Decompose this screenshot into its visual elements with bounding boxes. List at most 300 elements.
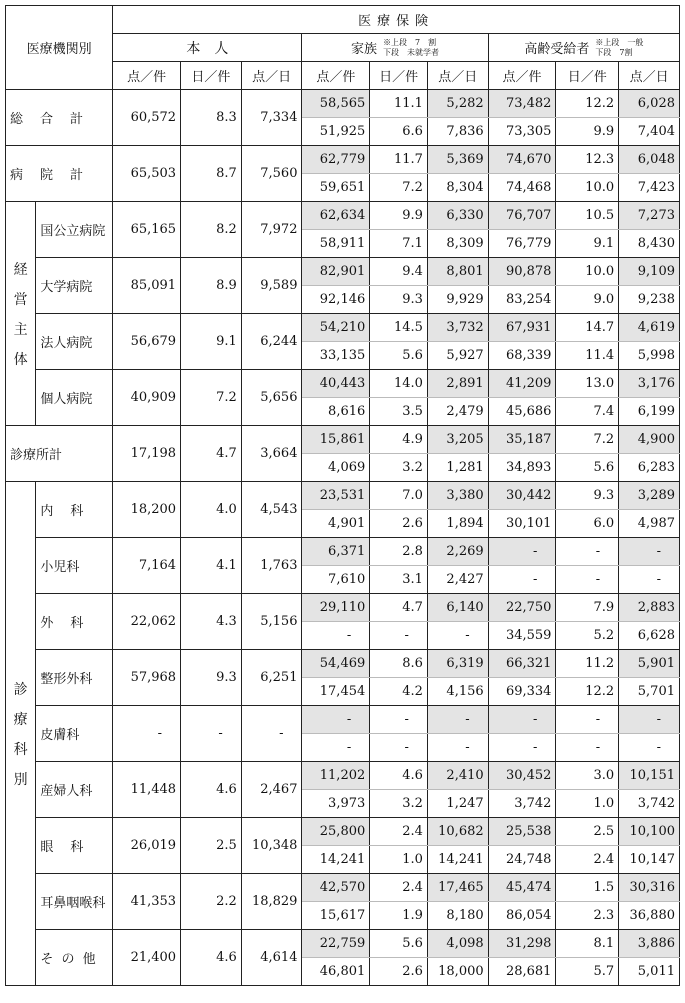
table-row bbox=[6, 930, 680, 958]
value-cell: 10,100 bbox=[619, 818, 680, 846]
value-cell: 73,305 bbox=[488, 118, 556, 146]
value-cell: 3.1 bbox=[370, 566, 428, 594]
value-cell: - bbox=[370, 734, 428, 762]
value-cell: 40,443 bbox=[302, 370, 370, 398]
value-cell: 7,273 bbox=[619, 202, 680, 230]
value-cell: 2.8 bbox=[370, 538, 428, 566]
value-cell: 66,321 bbox=[488, 650, 556, 678]
value-cell: 57,968 bbox=[113, 650, 181, 706]
honnin-header: 本 人 bbox=[113, 34, 302, 62]
value-cell: 2,427 bbox=[427, 566, 488, 594]
value-cell: 85,091 bbox=[113, 258, 181, 314]
value-cell: 42,570 bbox=[302, 874, 370, 902]
value-cell: 14,241 bbox=[302, 846, 370, 874]
group-label bbox=[6, 202, 36, 426]
value-cell: 4,901 bbox=[302, 510, 370, 538]
value-cell: 6,319 bbox=[427, 650, 488, 678]
value-cell: 1.0 bbox=[556, 790, 619, 818]
value-cell: 51,925 bbox=[302, 118, 370, 146]
value-cell: 1,281 bbox=[427, 454, 488, 482]
row-label: 小児科 bbox=[36, 538, 113, 594]
value-cell: 7,610 bbox=[302, 566, 370, 594]
value-cell: 5.2 bbox=[556, 622, 619, 650]
value-cell: 4,900 bbox=[619, 426, 680, 454]
group-label-char: 療 bbox=[13, 711, 28, 728]
value-cell: 6,330 bbox=[427, 202, 488, 230]
value-cell: 17,198 bbox=[113, 426, 181, 482]
value-cell: 2.4 bbox=[370, 818, 428, 846]
value-cell: - bbox=[427, 706, 488, 734]
value-cell: 8.3 bbox=[181, 90, 242, 146]
value-cell: 3,732 bbox=[427, 314, 488, 342]
value-cell: 2,891 bbox=[427, 370, 488, 398]
unit-header: 点／件 bbox=[302, 62, 370, 90]
value-cell: 5.6 bbox=[370, 342, 428, 370]
value-cell: 4.2 bbox=[370, 678, 428, 706]
value-cell: 5.6 bbox=[370, 930, 428, 958]
value-cell: 8.9 bbox=[181, 258, 242, 314]
value-cell: 9,929 bbox=[427, 286, 488, 314]
value-cell: 3,742 bbox=[619, 790, 680, 818]
row-label: 外 科 bbox=[36, 594, 113, 650]
value-cell: 8,180 bbox=[427, 902, 488, 930]
unit-header: 日／件 bbox=[370, 62, 428, 90]
value-cell: 5.7 bbox=[556, 958, 619, 986]
value-cell: 2.6 bbox=[370, 510, 428, 538]
row-label: 産婦人科 bbox=[36, 762, 113, 818]
table-row bbox=[6, 594, 680, 622]
family-note-2: 下段 未就学者 bbox=[383, 47, 440, 57]
value-cell: 10,348 bbox=[241, 818, 302, 874]
value-cell: 76,779 bbox=[488, 230, 556, 258]
value-cell: - bbox=[302, 706, 370, 734]
value-cell: - bbox=[556, 538, 619, 566]
value-cell: 5,282 bbox=[427, 90, 488, 118]
value-cell: 45,474 bbox=[488, 874, 556, 902]
value-cell: 86,054 bbox=[488, 902, 556, 930]
value-cell: 6,251 bbox=[241, 650, 302, 706]
value-cell: 9,238 bbox=[619, 286, 680, 314]
value-cell: 28,681 bbox=[488, 958, 556, 986]
value-cell: 2,269 bbox=[427, 538, 488, 566]
value-cell: 24,748 bbox=[488, 846, 556, 874]
table-row bbox=[6, 90, 680, 118]
value-cell: 7,836 bbox=[427, 118, 488, 146]
value-cell: 5,927 bbox=[427, 342, 488, 370]
table-row bbox=[6, 818, 680, 846]
elderly-label: 高齢受給者 bbox=[524, 42, 590, 57]
value-cell: - bbox=[619, 706, 680, 734]
value-cell: 3,664 bbox=[241, 426, 302, 482]
value-cell: 1,763 bbox=[241, 538, 302, 594]
row-label: 法人病院 bbox=[36, 314, 113, 370]
value-cell: 6,628 bbox=[619, 622, 680, 650]
value-cell: 10,682 bbox=[427, 818, 488, 846]
family-note-1: ※上段 7 割 bbox=[383, 37, 437, 47]
value-cell: 6,048 bbox=[619, 146, 680, 174]
value-cell: - bbox=[302, 734, 370, 762]
value-cell: 4,069 bbox=[302, 454, 370, 482]
value-cell: 56,679 bbox=[113, 314, 181, 370]
value-cell: 31,298 bbox=[488, 930, 556, 958]
value-cell: 8,309 bbox=[427, 230, 488, 258]
value-cell: 8.7 bbox=[181, 146, 242, 202]
value-cell: 41,353 bbox=[113, 874, 181, 930]
value-cell: - bbox=[488, 538, 556, 566]
row-label: 耳鼻咽喉科 bbox=[36, 874, 113, 930]
value-cell: 7.2 bbox=[370, 174, 428, 202]
value-cell: 25,800 bbox=[302, 818, 370, 846]
value-cell: 2.4 bbox=[370, 874, 428, 902]
value-cell: 33,135 bbox=[302, 342, 370, 370]
value-cell: 4,614 bbox=[241, 930, 302, 986]
value-cell: 8,304 bbox=[427, 174, 488, 202]
value-cell: 14.0 bbox=[370, 370, 428, 398]
value-cell: 82,901 bbox=[302, 258, 370, 286]
value-cell: 4.0 bbox=[181, 482, 242, 538]
value-cell: 7,164 bbox=[113, 538, 181, 594]
value-cell: - bbox=[488, 706, 556, 734]
value-cell: 5,011 bbox=[619, 958, 680, 986]
value-cell: 8.2 bbox=[181, 202, 242, 258]
value-cell: 17,454 bbox=[302, 678, 370, 706]
value-cell: 76,707 bbox=[488, 202, 556, 230]
value-cell: 7,560 bbox=[241, 146, 302, 202]
value-cell: 3.0 bbox=[556, 762, 619, 790]
row-label: 大学病院 bbox=[36, 258, 113, 314]
value-cell: - bbox=[427, 622, 488, 650]
value-cell: 6,199 bbox=[619, 398, 680, 426]
value-cell: - bbox=[488, 734, 556, 762]
value-cell: 18,000 bbox=[427, 958, 488, 986]
group-label-char: 別 bbox=[13, 771, 28, 788]
value-cell: 4,987 bbox=[619, 510, 680, 538]
value-cell: 7,423 bbox=[619, 174, 680, 202]
row-label: そ の 他 bbox=[36, 930, 113, 986]
value-cell: 9,109 bbox=[619, 258, 680, 286]
unit-header: 日／件 bbox=[181, 62, 242, 90]
value-cell: - bbox=[619, 734, 680, 762]
value-cell: 5.6 bbox=[556, 454, 619, 482]
value-cell: 1,247 bbox=[427, 790, 488, 818]
value-cell: - bbox=[556, 566, 619, 594]
value-cell: 9.3 bbox=[556, 482, 619, 510]
value-cell: 2.5 bbox=[556, 818, 619, 846]
value-cell: 2,479 bbox=[427, 398, 488, 426]
value-cell: 1.0 bbox=[370, 846, 428, 874]
value-cell: 7.4 bbox=[556, 398, 619, 426]
value-cell: 9.0 bbox=[556, 286, 619, 314]
value-cell: 4.6 bbox=[370, 762, 428, 790]
value-cell: 3,205 bbox=[427, 426, 488, 454]
value-cell: 4,619 bbox=[619, 314, 680, 342]
value-cell: 3,176 bbox=[619, 370, 680, 398]
value-cell: 11,448 bbox=[113, 762, 181, 818]
value-cell: 3,289 bbox=[619, 482, 680, 510]
unit-header: 点／件 bbox=[113, 62, 181, 90]
value-cell: 23,531 bbox=[302, 482, 370, 510]
value-cell: 54,210 bbox=[302, 314, 370, 342]
value-cell: 34,893 bbox=[488, 454, 556, 482]
value-cell: 2,883 bbox=[619, 594, 680, 622]
value-cell: 4,098 bbox=[427, 930, 488, 958]
value-cell: 2.3 bbox=[556, 902, 619, 930]
row-label: 個人病院 bbox=[36, 370, 113, 426]
value-cell: 1.5 bbox=[556, 874, 619, 902]
row-label: 国公立病院 bbox=[36, 202, 113, 258]
value-cell: 4.1 bbox=[181, 538, 242, 594]
value-cell: 9.1 bbox=[181, 314, 242, 370]
value-cell: 29,110 bbox=[302, 594, 370, 622]
value-cell: 10.0 bbox=[556, 258, 619, 286]
row-label: 内 科 bbox=[36, 482, 113, 538]
value-cell: 34,559 bbox=[488, 622, 556, 650]
group-label-char: 体 bbox=[13, 351, 28, 368]
value-cell: 8.6 bbox=[370, 650, 428, 678]
medical-cost-table bbox=[5, 5, 680, 986]
value-cell: 12.2 bbox=[556, 678, 619, 706]
value-cell: 4.3 bbox=[181, 594, 242, 650]
value-cell: - bbox=[241, 706, 302, 762]
value-cell: 2.5 bbox=[181, 818, 242, 874]
unit-header: 点／件 bbox=[488, 62, 556, 90]
unit-header: 日／件 bbox=[556, 62, 619, 90]
value-cell: - bbox=[619, 566, 680, 594]
value-cell: 41,209 bbox=[488, 370, 556, 398]
value-cell: 2.6 bbox=[370, 958, 428, 986]
value-cell: 4,543 bbox=[241, 482, 302, 538]
value-cell: 3.5 bbox=[370, 398, 428, 426]
unit-header: 点／日 bbox=[619, 62, 680, 90]
family-label: 家族 bbox=[351, 42, 378, 57]
row-label: 診療所計 bbox=[6, 426, 113, 482]
value-cell: 3.2 bbox=[370, 454, 428, 482]
value-cell: 5,901 bbox=[619, 650, 680, 678]
table-row bbox=[6, 762, 680, 790]
value-cell: 11,202 bbox=[302, 762, 370, 790]
value-cell: - bbox=[113, 706, 181, 762]
value-cell: 6,244 bbox=[241, 314, 302, 370]
value-cell: 8.1 bbox=[556, 930, 619, 958]
value-cell: 18,200 bbox=[113, 482, 181, 538]
value-cell: 12.3 bbox=[556, 146, 619, 174]
value-cell: 69,334 bbox=[488, 678, 556, 706]
value-cell: 10,151 bbox=[619, 762, 680, 790]
value-cell: 5,701 bbox=[619, 678, 680, 706]
value-cell: - bbox=[556, 706, 619, 734]
value-cell: 10,147 bbox=[619, 846, 680, 874]
value-cell: 30,316 bbox=[619, 874, 680, 902]
value-cell: 68,339 bbox=[488, 342, 556, 370]
value-cell: 74,670 bbox=[488, 146, 556, 174]
value-cell: - bbox=[556, 734, 619, 762]
row-label: 整形外科 bbox=[36, 650, 113, 706]
value-cell: 6,140 bbox=[427, 594, 488, 622]
value-cell: 90,878 bbox=[488, 258, 556, 286]
value-cell: 58,565 bbox=[302, 90, 370, 118]
value-cell: 7,334 bbox=[241, 90, 302, 146]
group-label-char: 主 bbox=[13, 321, 28, 338]
table-row bbox=[6, 426, 680, 454]
value-cell: - bbox=[370, 622, 428, 650]
value-cell: 1,894 bbox=[427, 510, 488, 538]
value-cell: 15,617 bbox=[302, 902, 370, 930]
value-cell: 22,750 bbox=[488, 594, 556, 622]
value-cell: 26,019 bbox=[113, 818, 181, 874]
value-cell: 22,759 bbox=[302, 930, 370, 958]
value-cell: 2.2 bbox=[181, 874, 242, 930]
row-label: 皮膚科 bbox=[36, 706, 113, 762]
value-cell: 8,430 bbox=[619, 230, 680, 258]
value-cell: 4.6 bbox=[181, 930, 242, 986]
group-label-char: 経 bbox=[13, 261, 28, 278]
value-cell: 9.4 bbox=[370, 258, 428, 286]
value-cell: 2,467 bbox=[241, 762, 302, 818]
value-cell: 6.0 bbox=[556, 510, 619, 538]
table-row bbox=[6, 258, 680, 286]
value-cell: 65,165 bbox=[113, 202, 181, 258]
row-label: 病 院 計 bbox=[6, 146, 113, 202]
table-row bbox=[6, 482, 680, 510]
table-row bbox=[6, 146, 680, 174]
value-cell: 8,616 bbox=[302, 398, 370, 426]
group-label-char: 科 bbox=[13, 741, 28, 758]
row-label: 眼 科 bbox=[36, 818, 113, 874]
value-cell: 15,861 bbox=[302, 426, 370, 454]
group-label bbox=[6, 482, 36, 986]
table-row bbox=[6, 538, 680, 566]
value-cell: 14.5 bbox=[370, 314, 428, 342]
value-cell: 62,779 bbox=[302, 146, 370, 174]
value-cell: 30,101 bbox=[488, 510, 556, 538]
value-cell: 4.6 bbox=[181, 762, 242, 818]
value-cell: 10.0 bbox=[556, 174, 619, 202]
table-row bbox=[6, 314, 680, 342]
value-cell: 5,656 bbox=[241, 370, 302, 426]
value-cell: 9,589 bbox=[241, 258, 302, 314]
value-cell: 7.0 bbox=[370, 482, 428, 510]
value-cell: 14,241 bbox=[427, 846, 488, 874]
value-cell: 83,254 bbox=[488, 286, 556, 314]
value-cell: 3,973 bbox=[302, 790, 370, 818]
value-cell: 58,911 bbox=[302, 230, 370, 258]
unit-header: 点／日 bbox=[241, 62, 302, 90]
table-row bbox=[6, 202, 680, 230]
table-row bbox=[6, 370, 680, 398]
value-cell: 40,909 bbox=[113, 370, 181, 426]
value-cell: 54,469 bbox=[302, 650, 370, 678]
value-cell: 9.1 bbox=[556, 230, 619, 258]
value-cell: - bbox=[488, 566, 556, 594]
institution-col-header: 医療機関別 bbox=[6, 6, 113, 90]
value-cell: 10.5 bbox=[556, 202, 619, 230]
table-row bbox=[6, 874, 680, 902]
value-cell: 7.9 bbox=[556, 594, 619, 622]
value-cell: 7,404 bbox=[619, 118, 680, 146]
value-cell: - bbox=[302, 622, 370, 650]
value-cell: 3,380 bbox=[427, 482, 488, 510]
value-cell: 11.4 bbox=[556, 342, 619, 370]
value-cell: 5,156 bbox=[241, 594, 302, 650]
value-cell: 45,686 bbox=[488, 398, 556, 426]
value-cell: 6,283 bbox=[619, 454, 680, 482]
value-cell: 1.9 bbox=[370, 902, 428, 930]
value-cell: 17,465 bbox=[427, 874, 488, 902]
value-cell: 65,503 bbox=[113, 146, 181, 202]
elderly-note-2: 下段 7割 bbox=[595, 47, 633, 57]
value-cell: 2.4 bbox=[556, 846, 619, 874]
value-cell: 13.0 bbox=[556, 370, 619, 398]
unit-header: 点／日 bbox=[427, 62, 488, 90]
value-cell: 9.3 bbox=[181, 650, 242, 706]
value-cell: 30,452 bbox=[488, 762, 556, 790]
value-cell: 46,801 bbox=[302, 958, 370, 986]
value-cell: 9.9 bbox=[556, 118, 619, 146]
family-header bbox=[302, 34, 488, 62]
value-cell: 30,442 bbox=[488, 482, 556, 510]
table-row bbox=[6, 706, 680, 734]
value-cell: 35,187 bbox=[488, 426, 556, 454]
value-cell: 18,829 bbox=[241, 874, 302, 930]
value-cell: 6.6 bbox=[370, 118, 428, 146]
group-label-char: 営 bbox=[13, 291, 28, 308]
value-cell: 14.7 bbox=[556, 314, 619, 342]
value-cell: 62,634 bbox=[302, 202, 370, 230]
value-cell: - bbox=[619, 538, 680, 566]
value-cell: 60,572 bbox=[113, 90, 181, 146]
value-cell: 7.2 bbox=[181, 370, 242, 426]
value-cell: 22,062 bbox=[113, 594, 181, 650]
value-cell: 5,369 bbox=[427, 146, 488, 174]
value-cell: 7.2 bbox=[556, 426, 619, 454]
value-cell: 7,972 bbox=[241, 202, 302, 258]
value-cell: 25,538 bbox=[488, 818, 556, 846]
value-cell: 6,028 bbox=[619, 90, 680, 118]
elderly-header bbox=[488, 34, 679, 62]
value-cell: 67,931 bbox=[488, 314, 556, 342]
group-label-char: 診 bbox=[13, 681, 28, 698]
row-label: 総 合 計 bbox=[6, 90, 113, 146]
value-cell: 3.2 bbox=[370, 790, 428, 818]
value-cell: 59,651 bbox=[302, 174, 370, 202]
value-cell: 11.7 bbox=[370, 146, 428, 174]
value-cell: 4.7 bbox=[370, 594, 428, 622]
value-cell: 7.1 bbox=[370, 230, 428, 258]
value-cell: - bbox=[427, 734, 488, 762]
value-cell: 9.3 bbox=[370, 286, 428, 314]
value-cell: 4.7 bbox=[181, 426, 242, 482]
table-row bbox=[6, 650, 680, 678]
value-cell: 4.9 bbox=[370, 426, 428, 454]
value-cell: 3,742 bbox=[488, 790, 556, 818]
value-cell: 12.2 bbox=[556, 90, 619, 118]
value-cell: 8,801 bbox=[427, 258, 488, 286]
insurance-group-header: 医療保険 bbox=[113, 6, 680, 34]
value-cell: 74,468 bbox=[488, 174, 556, 202]
value-cell: 11.2 bbox=[556, 650, 619, 678]
value-cell: - bbox=[181, 706, 242, 762]
elderly-note-1: ※上段 一般 bbox=[595, 37, 644, 47]
value-cell: 36,880 bbox=[619, 902, 680, 930]
value-cell: 11.1 bbox=[370, 90, 428, 118]
value-cell: 6,371 bbox=[302, 538, 370, 566]
value-cell: 3,886 bbox=[619, 930, 680, 958]
value-cell: 9.9 bbox=[370, 202, 428, 230]
value-cell: - bbox=[370, 706, 428, 734]
value-cell: 5,998 bbox=[619, 342, 680, 370]
value-cell: 21,400 bbox=[113, 930, 181, 986]
value-cell: 92,146 bbox=[302, 286, 370, 314]
